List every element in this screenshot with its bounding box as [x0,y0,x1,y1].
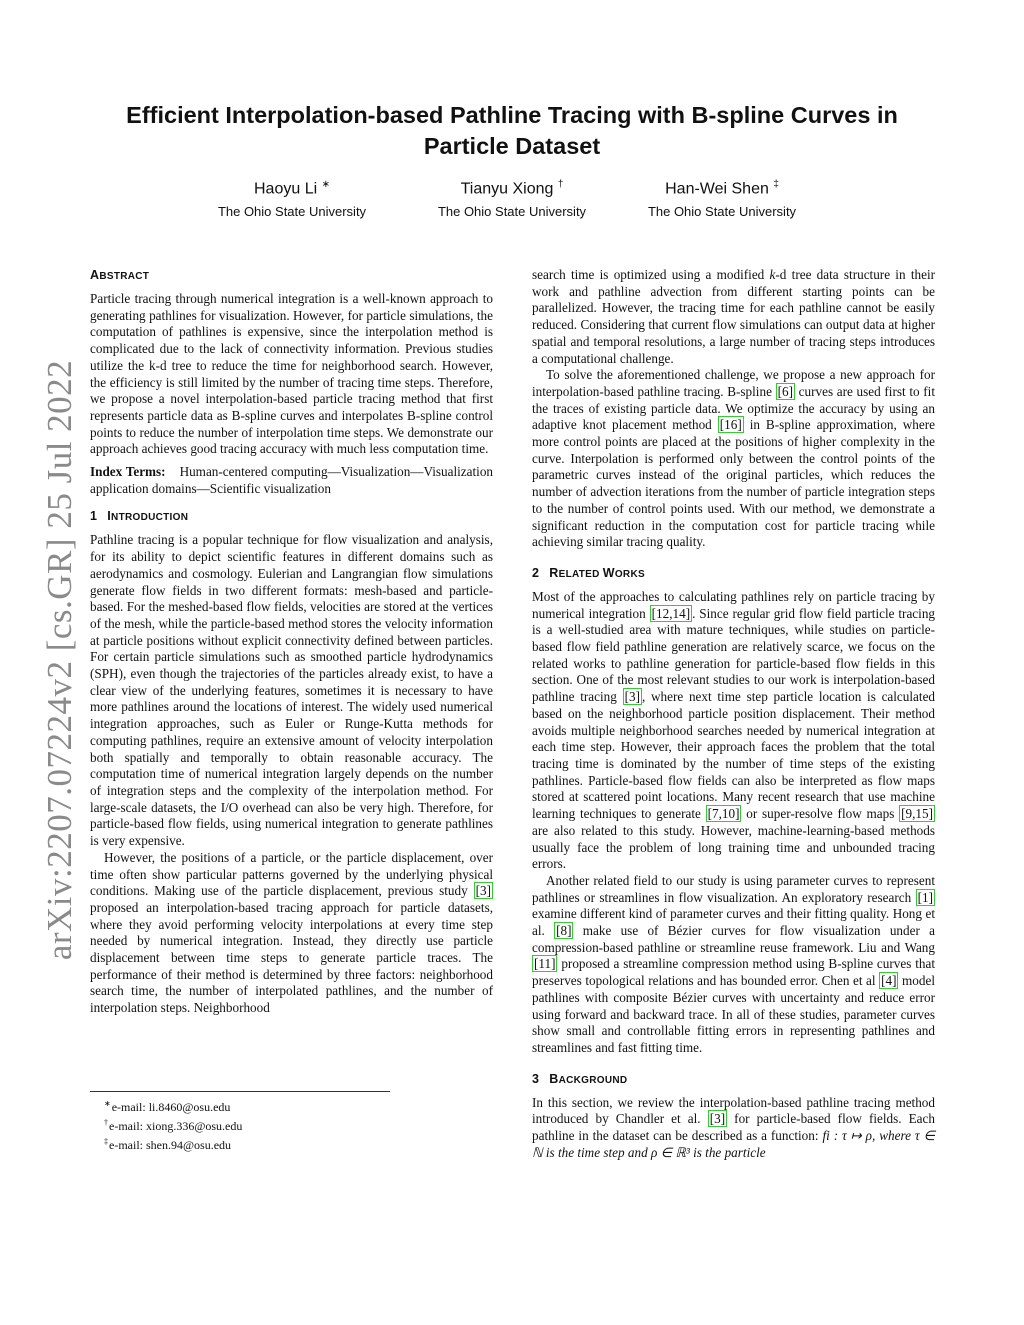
abstract-heading: ABSTRACT [90,268,150,282]
background-math: fi : τ ↦ ρ, where τ ∈ ℕ is the time step and ρ ∈ ℝ³ is the particle [532,1128,936,1160]
author-mark: ∗ [321,179,330,190]
author-2 [392,175,632,221]
author-affiliation: The Ohio State University [437,204,587,220]
citation-link[interactable]: [12,14] [651,605,691,621]
citation-link[interactable]: [1] [917,889,933,905]
footnote: ∗e-mail: li.8460@osu.edu [104,1099,231,1114]
citation-link[interactable]: [3] [709,1111,726,1127]
background-paragraph-1: In this section, we review the interpolation-based pathline tracing method introduced by Chandler et al. [3] for particle-based flow fields. Each pathline in the dataset can be described as a function: fi : τ ↦ ρ, where τ ∈ ℕ is the time step and ρ ∈ ℝ³ is the particle [532,1094,936,1160]
footnote: †e-mail: xiong.336@osu.edu [104,1118,243,1133]
arxiv-stamp: arXiv:2207.07224v2 [cs.GR] 25 Jul 2022 [40,359,79,961]
citation-link[interactable]: [8] [556,923,572,939]
footnote: ‡e-mail: shen.94@osu.edu [104,1137,232,1152]
left-column [90,267,493,1017]
paper-title [80,100,944,162]
citation-link[interactable]: [16] [719,417,742,433]
intro-paragraph-4: To solve the aforementioned challenge, we propose a new approach for interpolation-based pathline tracing. B-spline [6] curves are used first to fit the traces of existing particle data. We optimize the accuracy by using an adaptive knot placement method [16] in B-spline approximation, where more control points are placed at the positions of higher complexity in the curve. Interpolation is performed only between the control points of the parametric curves instead of the original particles, which reduces the number of advection iterations from the number of particle integration steps to the number of control points used. With our method, we demonstrate a significant reduction in the computation cost for particle tracing while achieving similar tracing quality. [532,367,935,550]
citation-link[interactable]: [4] [881,973,897,989]
abstract-text: Particle tracing through numerical integration is a well-known approach to generating pathlines for visualization. However, for particle simulations, the computation of pathlines is expensive, since the interpolation method is complicated due to the lack of connectivity information. Previous studies utilize the k-d tree to reduce the time for neighborhood search. However, the efficiency is still limited by the number of tracing time steps. Therefore, we propose a novel interpolation-based particle tracing method that first represents particle data as B-spline curves and interpolates B-spline control points to reduce the number of interpolation time steps. We demonstrate our approach achieves good tracing accuracy with much less computation time. [90,291,493,457]
title-line-2: Particle Dataset [423,133,601,159]
right-column [532,267,935,1161]
author-affiliation: The Ohio State University [217,204,367,220]
citation-link[interactable]: [11] [534,956,556,972]
author-1 [172,175,412,221]
intro-paragraph-3: search time is optimized using a modified k-d tree data structure in their work and pathline advection from different starting points can be parallelized. However, the tracing time for each pathline cannot be easily reduced. Considering that current flow simulations can output data at higher spatial and temporal resolutions, a large number of tracing steps introduces a computational challenge. [532,267,935,366]
citation-link[interactable]: [3] [475,883,491,899]
section-heading-background: 3 BACKGROUND [532,1071,628,1086]
author-mark: † [557,179,564,190]
title-line-1: Efficient Interpolation-based Pathline Tracing with B-spline Curves in [126,102,898,128]
related-paragraph-2: Another related field to our study is using parameter curves to represent pathlines or streamlines in flow visualization. An exploratory research [1] examine different kind of parameter curves and their fitting quality. Hong et al. [8] make use of Bézier curves for flow visualization under a compression-based pathline or streamline reuse framework. Liu and Wang [11] proposed a streamline compression method using B-spline curves that preserves topological relations and has bounded error. Chen et al [4] model pathlines with composite Bézier curves with uncertainty and reduce error using forward and backward trace. In all of these studies, parameter curves show small and controllable fitting errors in representing pathlines and streamlines and fast fitting time. [532,872,935,1055]
index-terms-text: Human-centered computing—Visualization—Visualization application domains—Scientific visualization [90,464,494,496]
footnote-rule [90,1091,390,1092]
author-3 [602,175,842,221]
citation-link[interactable]: [6] [777,383,793,399]
intro-paragraph-1: Pathline tracing is a popular technique for flow visualization and analysis, for its ability to depict scientific features in different domains such as aerodynamics and cosmology. Eulerian and Langrangian flow simulations generate flow fields in two different formats: mesh-based and particle-based. For the meshed-based flow fields, velocities are stored at the vertices of the mesh, while the particle-based method stores the velocity information at particle positions without explicit connectivity defined between particles. For certain particle simulations such as smoothed particle hydrodynamics (SPH), even though the trajectories of the particles already exist, to have a clear view of the underlying features, sometimes it is necessary to have more pathlines around the locations of interest. The widely used numerical integration approaches, such as Euler or Runge-Kutta methods for computing pathlines, require an extensive amount of velocity interpolation both spatially and temporally to obtain reasonable accuracy. The computation time of numerical integration largely depends on the number of integration steps and the complexity of the interpolation method. For large-scale datasets, the I/O overhead can also be very high. Therefore, for particle-based flow fields, using numerical integration to generate pathlines is very expensive. [90,532,493,849]
author-name: Haoyu Li [254,180,318,198]
author-affiliation: The Ohio State University [647,204,797,220]
section-heading-introduction: 1 INTRODUCTION [90,509,189,524]
citation-link[interactable]: [9,15] [901,806,933,822]
index-terms [90,464,493,497]
author-name: Tianyu Xiong [460,180,554,198]
intro-paragraph-2: However, the positions of a particle, or the particle displacement, over time often show particular patterns governed by the underlying physical conditions. Making use of the particle displacement, previous study [3] proposed an interpolation-based tracing approach for particle datasets, where they avoid performing velocity interpolations at every time step needed by numerical integration. Instead, they directly use particle displacement between time steps to generate particle traces. The performance of their method is determined by three factors: neighborhood search time, the number of interpolated pathlines, and the number of interpolation steps. Neighborhood [90,849,493,1016]
index-terms-label: Index Terms: [90,464,166,480]
footnotes [104,1096,242,1153]
citation-link[interactable]: [3] [624,689,640,705]
section-heading-related-works: 2 RELATED WORKS [532,565,645,580]
citation-link[interactable]: [7,10] [707,806,740,822]
related-paragraph-1: Most of the approaches to calculating pathlines rely on particle tracing by numerical integration [12,14] . Since regular grid flow field particle tracing is a well-studied area with mature techniques, while studies on particle-based flow field pathline generation are relatively scarce, we focus on the related works to pathline generation for particle-based flow fields in this section. One of the most relevant studies to our work is interpolation-based pathline tracing [3] , where next time step particle location is calculated based on the neighborhood particle position displacement. Their method avoids multiple neighborhood searches needed by numerical integration at each time step. However, their approach faces the problem that the total tracing time is dominated by the number of time steps of the existing pathlines. Particle-based flow fields can also be interpreted as flow maps stored at scattered point locations. Many recent research that use machine learning techniques to generate [7,10] or super-resolve flow maps [9,15] are also related to this study. However, machine-learning-based methods usually face the problem of long training time and unbounded tracing errors. [532,588,936,872]
author-name: Han-Wei Shen [665,180,769,198]
author-mark: ‡ [773,179,779,190]
